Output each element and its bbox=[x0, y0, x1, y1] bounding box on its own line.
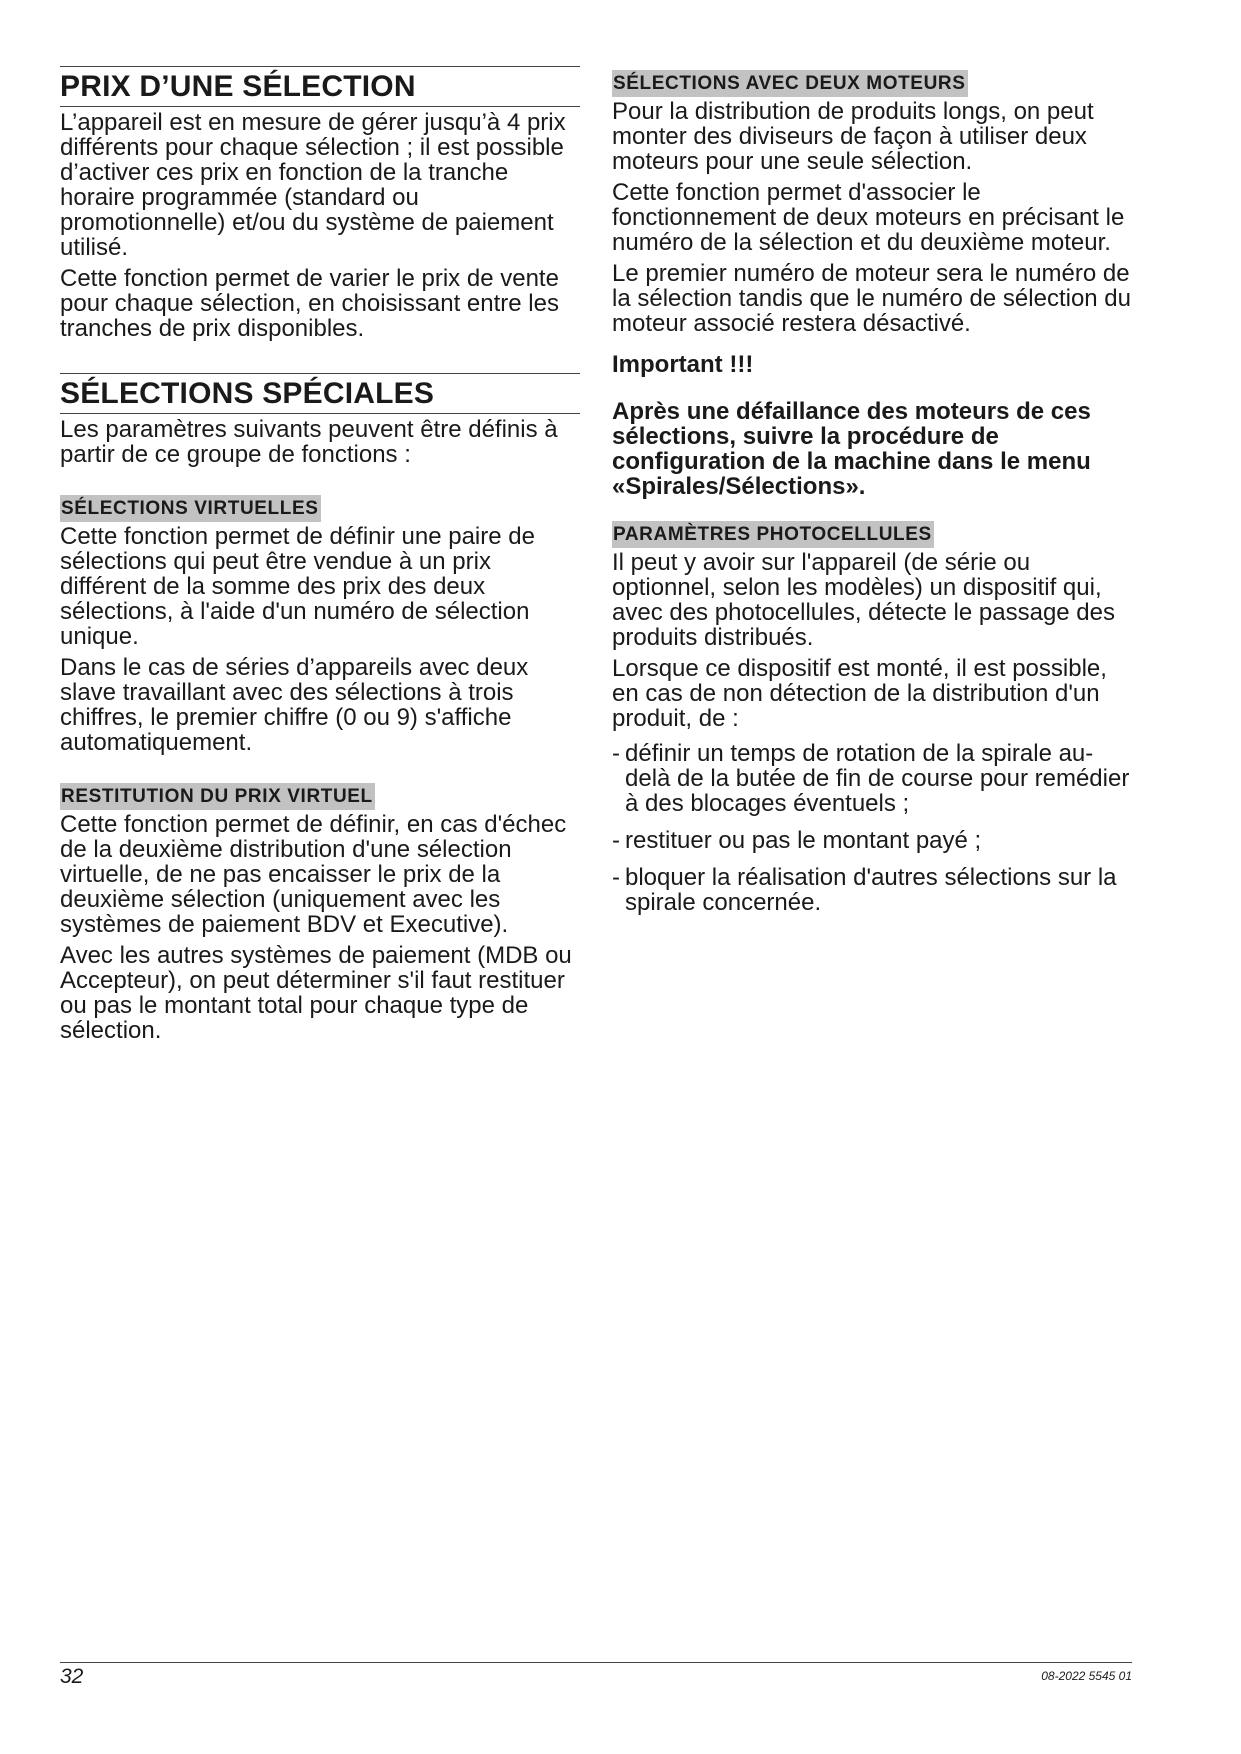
subheading-restitution-prix-virtuel: RESTITUTION DU PRIX VIRTUEL bbox=[60, 783, 375, 810]
paragraph: Pour la distribution de produits longs, on peut monter des diviseurs de façon à utiliser deux moteurs pour une seule sélection. bbox=[612, 98, 1094, 175]
important-text: Après une défaillance des moteurs de ces sélections, suivre la procédure de configuration de la machine dans le menu «Spirales/Sélections». bbox=[612, 398, 1091, 500]
paragraph: Cette fonction permet de varier le prix de vente pour chaque sélection, en choisissant entre les tranches de prix disponibles. bbox=[60, 265, 559, 342]
heading-selections-speciales: SÉLECTIONS SPÉCIALES bbox=[60, 376, 580, 414]
left-column bbox=[60, 66, 580, 1049]
options-list bbox=[612, 741, 1132, 915]
document-code: 08-2022 5545 01 bbox=[1041, 1669, 1132, 1683]
paragraph: Il peut y avoir sur l'appareil (de série ou optionnel, selon les modèles) un dispositif qui, avec des photocellules, détecte le passage des produits distribués. bbox=[612, 549, 1116, 651]
paragraph: Dans le cas de séries d’appareils avec deux slave travaillant avec des sélections à trois chiffres, le premier chiffre (0 ou 9) s'affiche automatiquement. bbox=[60, 654, 529, 756]
paragraph: Avec les autres systèmes de paiement (MDB ou Accepteur), on peut déterminer s'il faut restituer ou pas le montant total pour chaque type de sélection. bbox=[60, 942, 572, 1044]
paragraph: Lorsque ce dispositif est monté, il est possible, en cas de non détection de la distribution d'un produit, de : bbox=[612, 655, 1107, 732]
paragraph: L’appareil est en mesure de gérer jusqu’à 4 prix différents pour chaque sélection ; il est possible d’activer ces prix en fonction de la tranche horaire programmée (standard ou promotionnelle) et/ou du système de paiement utilisé. bbox=[60, 109, 566, 261]
subheading-selections-virtuelles: SÉLECTIONS VIRTUELLES bbox=[60, 495, 321, 522]
right-column bbox=[612, 70, 1132, 927]
heading-prix-selection: PRIX D’UNE SÉLECTION bbox=[60, 69, 580, 107]
paragraph: Cette fonction permet de définir une paire de sélections qui peut être vendue à un prix différent de la somme des prix des deux sélections, à l'aide d'un numéro de sélection unique. bbox=[60, 523, 535, 650]
paragraph: Cette fonction permet d'associer le fonctionnement de deux moteurs en précisant le numéro de la sélection et du deuxième moteur. bbox=[612, 179, 1125, 256]
list-item: - définir un temps de rotation de la spirale au-delà de la butée de fin de course pour remédier à des blocages éventuels ; bbox=[612, 741, 1132, 816]
section-prix-selection bbox=[60, 66, 580, 107]
paragraph: Le premier numéro de moteur sera le numéro de la sélection tandis que le numéro de sélection du moteur associé restera désactivé. bbox=[612, 260, 1131, 337]
important-label: Important !!! bbox=[612, 351, 754, 378]
section-selections-speciales bbox=[60, 373, 580, 414]
paragraph: Cette fonction permet de définir, en cas d'échec de la deuxième distribution d'une sélection virtuelle, de ne pas encaisser le prix de la deuxième sélection (uniquement avec les systèmes de paiement BDV et Executive). bbox=[60, 811, 567, 938]
subheading-selections-deux-moteurs: SÉLECTIONS AVEC DEUX MOTEURS bbox=[612, 70, 968, 97]
list-item: - bloquer la réalisation d'autres sélections sur la spirale concernée. bbox=[612, 865, 1132, 915]
paragraph: Les paramètres suivants peuvent être définis à partir de ce groupe de fonctions : bbox=[60, 416, 558, 468]
footer-divider bbox=[60, 1662, 1132, 1663]
subheading-parametres-photocellules: PARAMÈTRES PHOTOCELLULES bbox=[612, 521, 934, 548]
list-item: - restituer ou pas le montant payé ; bbox=[612, 828, 1132, 853]
page-number: 32 bbox=[60, 1665, 84, 1688]
